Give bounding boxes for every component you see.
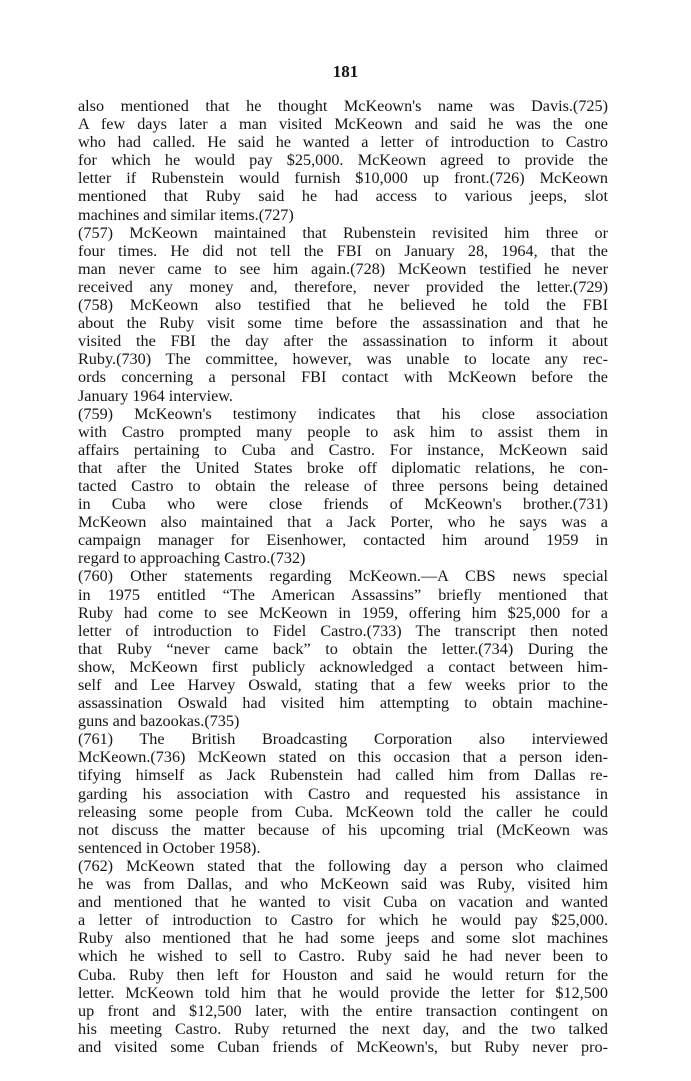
text-line: machines and similar items.(727) bbox=[78, 205, 294, 224]
paragraph bbox=[78, 97, 608, 224]
text-line: affairs pertaining to Cuba and Castro. For instance, McKeown said bbox=[78, 440, 608, 459]
text-line: a letter of introduction to Castro for which he would pay $25,000. bbox=[78, 911, 608, 930]
text-line: for which he would pay $25,000. McKeown agreed to provide the bbox=[78, 151, 608, 170]
paragraph bbox=[78, 296, 608, 405]
text-line: ords concerning a personal FBI contact with McKeown before the bbox=[78, 368, 608, 387]
text-line: Ruby also mentioned that he had some jeeps and some slot machines bbox=[78, 929, 608, 948]
text-line: McKeown.(736) McKeown stated on this occasion that a person iden- bbox=[78, 748, 608, 767]
paragraph bbox=[78, 405, 608, 568]
paragraph bbox=[78, 567, 608, 730]
text-line: in 1975 entitled “The American Assassins” briefly mentioned that bbox=[78, 585, 608, 604]
text-line: campaign manager for Eisenhower, contacted him around 1959 in bbox=[78, 531, 608, 550]
text-line: about the Ruby visit some time before the assassination and that he bbox=[78, 314, 608, 333]
text-line: January 1964 interview. bbox=[78, 386, 233, 405]
text-line: up front and $12,500 later, with the entire transaction contingent on bbox=[78, 1001, 608, 1020]
text-line: his meeting Castro. Ruby returned the next day, and the two talked bbox=[78, 1019, 608, 1038]
text-line: releasing some people from Cuba. McKeown told the caller he could bbox=[78, 802, 608, 821]
text-line: four times. He did not tell the FBI on January 28, 1964, that the bbox=[78, 241, 608, 260]
text-line: (760) Other statements regarding McKeown.—A CBS news special bbox=[78, 567, 608, 586]
text-line: also mentioned that he thought McKeown's name was Davis.(725) bbox=[78, 97, 608, 115]
text-line: mentioned that Ruby said he had access to various jeeps, slot bbox=[78, 187, 608, 206]
text-line: sentenced in October 1958). bbox=[78, 838, 261, 857]
text-line: that Ruby “never came back” to obtain the letter.(734) During the bbox=[78, 639, 608, 658]
text-line: assassination Oswald had visited him attempting to obtain machine- bbox=[78, 694, 608, 713]
text-line: (759) McKeown's testimony indicates that his close association bbox=[78, 404, 608, 423]
text-line: Ruby.(730) The committee, however, was unable to locate any rec- bbox=[78, 350, 608, 369]
text-line: received any money and, therefore, never provided the letter.(729) bbox=[78, 277, 608, 296]
text-line: Cuba. Ruby then left for Houston and said he would return for the bbox=[78, 965, 608, 984]
page-number: 181 bbox=[332, 62, 359, 81]
text-line: (758) McKeown also testified that he believed he told the FBI bbox=[78, 296, 608, 315]
text-line: self and Lee Harvey Oswald, stating that a few weeks prior to the bbox=[78, 676, 608, 694]
paragraph bbox=[78, 857, 608, 1056]
text-line: which he wished to sell to Castro. Ruby said he had never been to bbox=[78, 947, 608, 966]
text-line: Ruby had come to see McKeown in 1959, offering him $25,000 for a bbox=[78, 603, 608, 622]
text-line: that after the United States broke off diplomatic relations, he con- bbox=[78, 458, 608, 477]
text-line: tifying himself as Jack Rubenstein had called him from Dallas re- bbox=[78, 766, 608, 785]
text-line: letter of introduction to Fidel Castro.(733) The transcript then noted bbox=[78, 621, 608, 640]
text-line: (762) McKeown stated that the following day a person who claimed bbox=[78, 856, 608, 875]
paragraph bbox=[78, 730, 608, 857]
text-line: visited the FBI the day after the assassination to inform it about bbox=[78, 332, 608, 351]
text-line: letter if Rubenstein would furnish $10,000 up front.(726) McKeown bbox=[78, 169, 608, 188]
text-line: garding his association with Castro and requested his assistance in bbox=[78, 784, 608, 803]
text-line: McKeown also maintained that a Jack Porter, who he says was a bbox=[78, 513, 608, 532]
text-line: who had called. He said he wanted a letter of introduction to Castro bbox=[78, 133, 608, 152]
text-line: regard to approaching Castro.(732) bbox=[78, 549, 306, 568]
text-line: (761) The British Broadcasting Corporation also interviewed bbox=[78, 730, 608, 749]
text-line: show, McKeown first publicly acknowledged a contact between him- bbox=[78, 657, 608, 676]
text-line: man never came to see him again.(728) McKeown testified he never bbox=[78, 259, 608, 278]
text-line: and mentioned that he wanted to visit Cuba on vacation and wanted bbox=[78, 893, 608, 912]
text-line: letter. McKeown told him that he would provide the letter for $12,500 bbox=[78, 983, 608, 1002]
text-line: (757) McKeown maintained that Rubenstein revisited him three or bbox=[78, 223, 608, 242]
document-body bbox=[78, 97, 608, 1056]
text-line: guns and bazookas.(735) bbox=[78, 712, 240, 731]
text-line: with Castro prompted many people to ask him to assist them in bbox=[78, 422, 608, 441]
text-line: tacted Castro to obtain the release of three persons being detained bbox=[78, 476, 608, 495]
text-line: in Cuba who were close friends of McKeown's brother.(731) bbox=[78, 495, 608, 514]
paragraph bbox=[78, 224, 608, 296]
text-line: he was from Dallas, and who McKeown said was Ruby, visited him bbox=[78, 875, 608, 894]
text-line: A few days later a man visited McKeown and said he was the one bbox=[78, 115, 608, 134]
text-line: and visited some Cuban friends of McKeown's, but Ruby never pro- bbox=[78, 1037, 608, 1056]
text-line: not discuss the matter because of his upcoming trial (McKeown was bbox=[78, 820, 608, 839]
